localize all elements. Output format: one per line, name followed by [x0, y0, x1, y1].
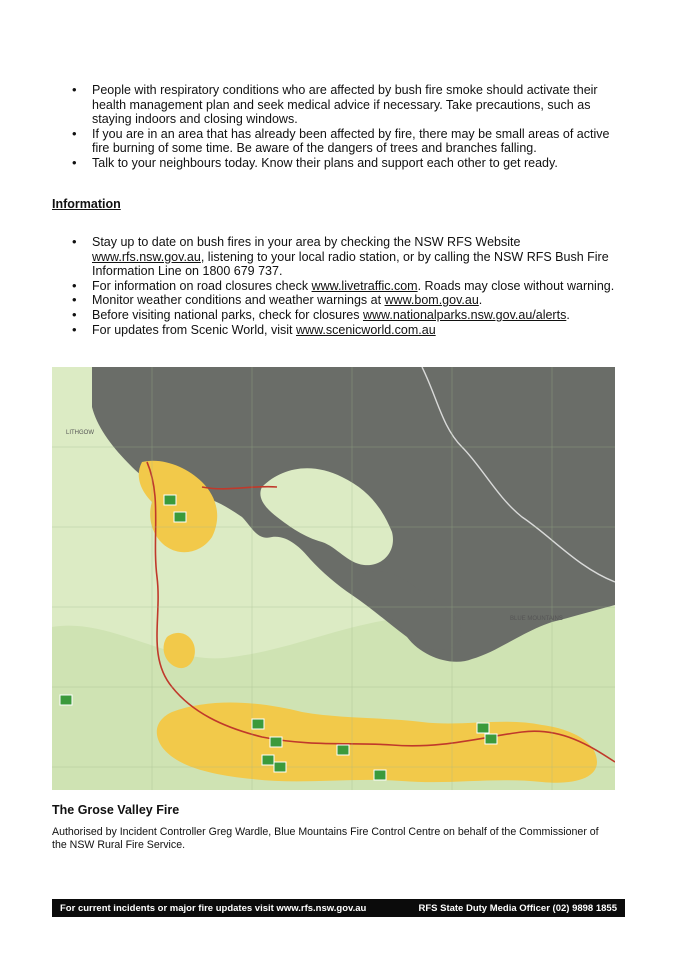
map-caption-title: The Grose Valley Fire — [52, 803, 180, 817]
facility-icon — [485, 734, 497, 744]
fire-map-graphic — [52, 367, 615, 790]
facility-icon — [174, 512, 186, 522]
list-item: • For updates from Scenic World, visit www.scenicworld.com.au — [68, 323, 628, 338]
facility-icon — [252, 719, 264, 729]
list-item: • People with respiratory conditions who are affected by bush fire smoke should activate their health management plan and seek medical advice if necessary. Take precautions, such as staying indoors and closing windows. — [68, 83, 628, 127]
facility-icon — [164, 495, 176, 505]
footer-right-text: RFS State Duty Media Officer (02) 9898 1855 — [418, 902, 617, 914]
livetraffic-link[interactable]: www.livetraffic.com — [311, 278, 418, 293]
list-item: • Before visiting national parks, check for closures www.nationalparks.nsw.gov.au/alerts. — [68, 308, 628, 323]
scenicworld-link[interactable]: www.scenicworld.com.au — [296, 322, 436, 337]
authorisation-text: Authorised by Incident Controller Greg Wardle, Blue Mountains Fire Control Centre on behalf of the Commissioner of the NSW Rural Fire Service. — [52, 826, 599, 852]
list-item: • If you are in an area that has already been affected by fire, there may be small areas of active fire burning of some time. Be aware of the dangers of trees and branches falling. — [68, 127, 628, 156]
nationalparks-link[interactable]: www.nationalparks.nsw.gov.au/alerts — [362, 307, 567, 322]
map-label-lithgow: LITHGOW — [66, 430, 94, 436]
list-item: • Stay up to date on bush fires in your area by checking the NSW RFS Website www.rfs.nsw.gov.au, listening to your local radio station, or by calling the NSW RFS Bush Fire Information Line on 1800 679 737. — [68, 235, 628, 279]
facility-icon — [374, 770, 386, 780]
facility-icon — [270, 737, 282, 747]
map-label-blue-mountains: BLUE MOUNTAINS — [510, 616, 563, 622]
list-item: • For information on road closures check www.livetraffic.com. Roads may close without warning. — [68, 279, 628, 294]
list-item: • Talk to your neighbours today. Know their plans and support each other to get ready. — [68, 156, 628, 171]
fire-map — [52, 367, 615, 790]
information-heading: Information — [52, 197, 121, 211]
advice-bullet-list — [68, 83, 628, 171]
footer-left-text: For current incidents or major fire updates visit www.rfs.nsw.gov.au — [60, 902, 367, 914]
bom-link[interactable]: www.bom.gov.au — [384, 293, 479, 308]
facility-icon — [60, 695, 72, 705]
list-item: • Monitor weather conditions and weather warnings at www.bom.gov.au. — [68, 293, 628, 308]
information-bullet-list — [68, 235, 628, 337]
footer-bar — [52, 899, 625, 917]
rfs-website-link[interactable]: www.rfs.nsw.gov.au — [92, 249, 201, 264]
facility-icon — [337, 745, 349, 755]
facility-icon — [477, 723, 489, 733]
facility-icon — [262, 755, 274, 765]
facility-icon — [274, 762, 286, 772]
